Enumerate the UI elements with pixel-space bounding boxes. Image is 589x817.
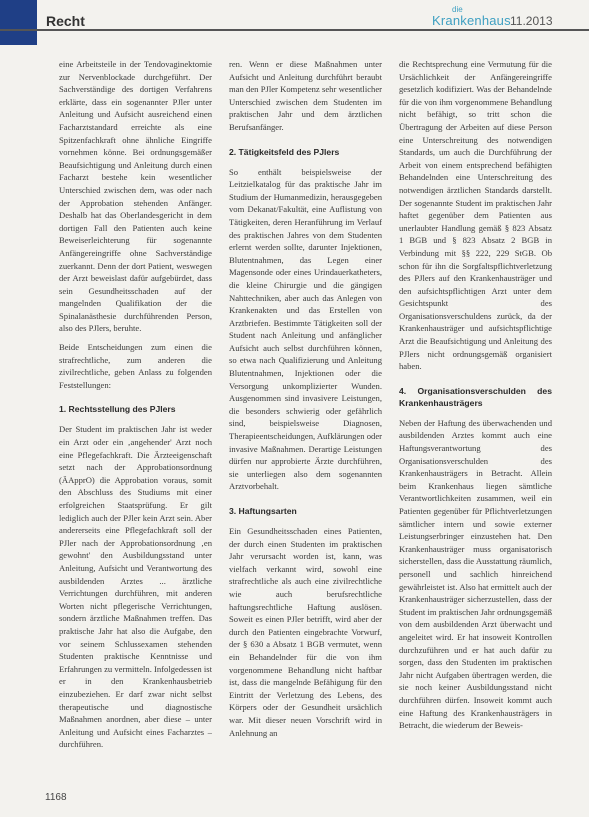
section-color-tab: [0, 0, 37, 45]
paragraph: Der Student im praktischen Jahr ist weder ein Arzt oder ein ‚angehender' Arzt noch eine Pflegefachkraft. Die Ärzteeigenschaft setzt nach der Approbationsordnung (ÄApprO) die Approbation voraus, somit den Abschluss des Studiums mit einer erfolgreichen Staatsprüfung. Er gilt lediglich auch der PJler kein Arzt sein. Aber andererseits eine Pflegefachkraft soll der PJler nach der Approbationsordnung ‚en gewohnt' den Ausbildungsstand unter Anleitung, Aufsicht und Verantwortung des ausbildenden Arztes ... ärztliche Verrichtungen durchführen, mit anderen Worten nicht pflegerische Verrichtungen, sondern ärztliche Maßnahmen treffen. Das praktische Jahr hat also die Aufgabe, den vor seinem Schlussexamen stehenden Studenten praktische Kenntnisse und Erfahrungen zu vermitteln. Infolgedessen ist er in den Krankenhausbetrieb einzubeziehen. Er darf zwar nicht selbst therapeutische und diagnostische Maßnahmen anordnen, aber diese – unter Anleitung und Aufsicht eines Facharztes – durchführen.: [59, 424, 212, 750]
issue-number: 11.2013: [510, 14, 553, 28]
journal-logo-name: Krankenhaus: [432, 13, 511, 28]
paragraph: So enthält beispielsweise der Leitzielkatalog für das praktische Jahr im Studium der Humanmedizin, herausgegeben vom Dekanat/Fakultät, eine Auflistung von Tätigkeiten, deren Heranführung im Verlauf des praktischen Jahres von dem Studenten erlernt werden sollte, darunter Injektionen, Blutentnahmen, das Legen einer Magensonde oder eines Urindauerkatheters, die kleine Chirurgie und die gängigen Nahttechniken, aber auch das Anlegen von Krankenakten und das Erstellen von Arztbriefen. Bestimmte Tätigkeiten soll der Student nach Anleitung und anfänglicher Aufsicht auch selbst durchführen können, so etwa nach Qualifizierung und Anleitung Blutentnahmen, Injektionen oder die Versorgung unkomplizierter Wunden. Ausgenommen sind invasivere Leistungen, die besonders schwierig oder gefährlich sind, beispielsweise Diagnosen, Therapieentscheidungen, Aufklärungen oder invasive Maßnahmen. Derartige Leistungen dürfen nur approbierte Ärzte durchführen, sie unterliegen also dem sogenannten Arztvorbehalt.: [229, 166, 382, 492]
section-title: Recht: [46, 13, 85, 29]
paragraph: ren. Wenn er diese Maßnahmen unter Aufsicht und Anleitung durchführt beraubt man den PJler Kompetenz sehr wesentlicher Unterschied zwischen dem Studenten im praktischen Jahr und dem ärztlichen Berufsanfänger.: [229, 59, 382, 132]
text-column-2: [229, 58, 382, 798]
section-heading: 4. Organisationsverschulden des Krankenhausträgers: [399, 385, 552, 408]
paragraph: die Rechtsprechung eine Vermutung für die Ursächlichkeit der Anfängereingriffe gesetzlich kodifiziert. Was der Behandelnde für die von ihm vorgenommene Behandlung nicht befähigt, so tritt schon die Übertragung der Arbeiten auf diese Person eine Unterschreitung des notwendigen Standards, um auch die Durchführung der Arbeit von einem entsprechend befähigten Behandelnden eine Unterschreitung des notwendigen ärztlichen Standards darstellt. Der sogenannte Student im praktischen Jahr haftet gegenüber dem Patienten aus unerlaubter Handlung gemäß § 823 Absatz 1 BGB und § 823 Absatz 2 BGB in Verbindung mit §§ 222, 229 StGB. Ob schon für ihn die Sorgfaltspflichtverletzung des PJlers auf den Krankenhausträger und den aufsichtspflichtigen Arzt unter dem Gesichtspunkt des Organisationsverschuldens zurück, da der Krankenhausträger und aufsichtspflichtige Arzt die Beaufsichtigung und Anleitung des PJlers nicht ordnungsgemäß organisiert haben.: [399, 59, 552, 372]
text-column-3: [399, 58, 552, 798]
paragraph: Beide Entscheidungen zum einen die strafrechtliche, zum anderen die zivilrechtliche, geben Anlass zu folgenden Feststellungen:: [59, 342, 212, 390]
journal-logo-small: die: [452, 5, 463, 14]
section-heading: 3. Haftungsarten: [229, 506, 297, 516]
journal-logo: [432, 5, 511, 30]
section-heading: 2. Tätigkeitsfeld des PJlers: [229, 146, 340, 157]
paragraph: Neben der Haftung des überwachenden und ausbildenden Arztes kommt auch eine Haftungsverantwortung des Organisationsverschulden des Krankenhausträgers in Betracht. Allein beim Krankenhaus liegen sämtliche Verantwortlichkeiten zusammen, weil ein Patienten gegenüber für Pflichtverletzungen sämtlicher intern und sowie externer Leistungserbringer einzustehen hat. Den Krankenhausträger muss organisatorisch sicherstellen, dass die Ausstattung räumlich, personell und sachlich hinreichend gewährleistet ist. Also hat ermittelt auch der Krankenhausträger sicherzustellen, dass der Student im praktischen Jahr ordnungsgemäß von dem ausbildenden Arzt überwacht und angeleitet wird. Er hat insoweit Kontrollen durchzuführen und er hat auch dafür zu sorgen, dass den Studenten im praktischen Jahr nicht Aufgaben übertragen werden, die sie noch keiner Ausbildungsstand nicht durchführen dürfen. Insoweit kommt auch eine Haftung des Krankenhausträgers in Betracht, die wiederum der Beweis-: [399, 417, 552, 731]
text-column-1: [59, 58, 212, 798]
paragraph: Ein Gesundheitsschaden eines Patienten, der durch einen Studenten im praktischen Jahr verursacht worden ist, kann, was vielfach verkannt wird, sowohl eine strafrechtliche als auch eine zivilrechtliche wie auch berufsrechtliche haftungsrechtliche Haftung auslösen. Soweit es einen PJler betrifft, wird aber der durch den Patienten eingebrachte Vorwurf, der § 630 a Absatz 1 BGB vermutet, wenn ein Behandelnder für die von ihm vorgenommene Behandlung nicht haftbar ist, dass die mangelnde Befähigung für den Eintritt der Verletzung des Lebens, des Körpers oder der Gesundheit ursächlich war. Mit dieser neuen Vorschrift wird in Anlehnung an: [229, 526, 382, 738]
page-header: [0, 0, 589, 40]
section-heading: 1. Rechtsstellung des PJlers: [59, 404, 176, 415]
header-rule: [0, 29, 589, 31]
page-number: 1168: [45, 792, 67, 803]
paragraph: eine Arbeitsteile in der Tendovaginektomie zur Nervenblockade durchgeführt. Der Sachverständige des dortigen Verfahrens erklärte, dass ein sogenannter PJler unter Anleitung und Aufsicht ausreichend einen Facharztstandard erreichte als eine Spitzenfachkraft ohne ähnliche Eingriffe vornehmen könne. Bei ordnungsgemäßer Beaufsichtigung und Anleitung durch einen Facharzt bestehe kein wesentlicher Unterschied zwischen dem, was oder nach der Approbation stehenden Anfänger. Deshalb hat das Oberlandesgericht in dem dortigen Fall den Patienten auch keine Beweiserleichterung für sogenannte Anfängereingriffe ohne Sachverständige zuerkannt. Denn der dort Patient, weswegen der Arzt beweislast dafür aufgebürdet, dass sein Gesundheitsschaden auf der mangelnden Qualifikation der die Spinalanästhesie durchführenden Person, also des PJlers, beruhte.: [59, 59, 212, 334]
